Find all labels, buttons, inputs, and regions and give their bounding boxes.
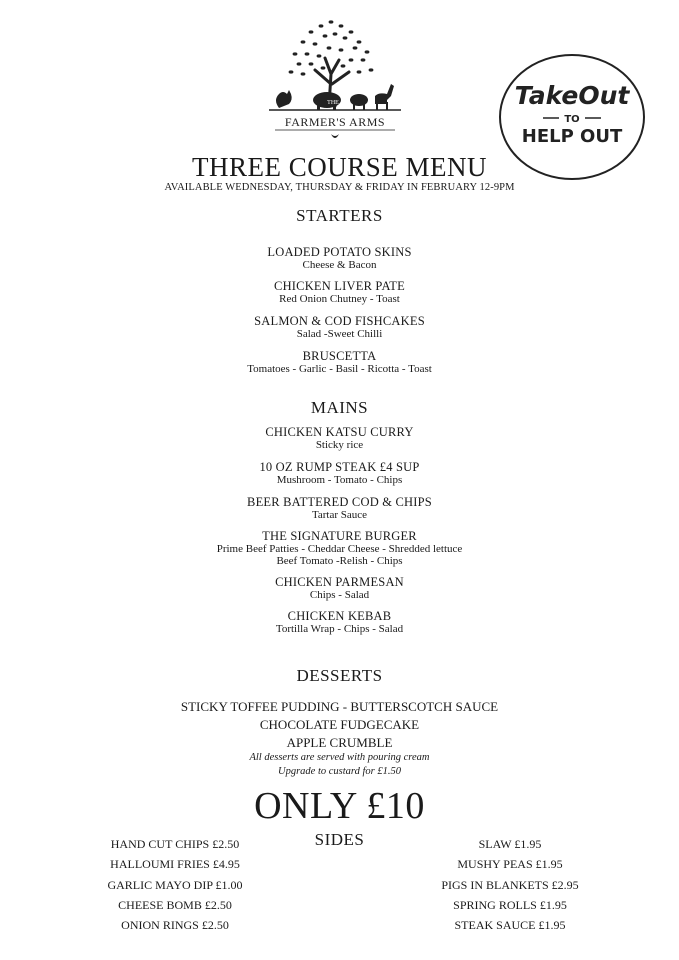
menu-subtitle: AVAILABLE WEDNESDAY, THURSDAY & FRIDAY IN FEBRUARY 12-9PM bbox=[164, 182, 515, 193]
tree-icon bbox=[289, 20, 374, 75]
item-name: CHICKEN KEBAB bbox=[287, 609, 392, 623]
badge-line1: TakeOut bbox=[514, 81, 630, 110]
side-item: SPRING ROLLS £1.95 bbox=[453, 898, 567, 912]
menu-item bbox=[0, 609, 679, 635]
menu-item bbox=[0, 495, 679, 521]
item-name: THE SIGNATURE BURGER bbox=[262, 529, 417, 543]
item-name: CHICKEN PARMESAN bbox=[275, 575, 404, 589]
item-desc: Salad -Sweet Chilli bbox=[296, 328, 383, 340]
item-desc: Prime Beef Patties - Cheddar Cheese - Shredded lettuce bbox=[216, 543, 463, 555]
farmers-arms-logo bbox=[255, 14, 415, 154]
menu-price: ONLY £10 bbox=[254, 785, 425, 827]
logo-name-text: FARMER'S ARMS bbox=[284, 115, 386, 129]
dessert-item: CHOCOLATE FUDGECAKE bbox=[259, 717, 420, 732]
leaf-icon bbox=[331, 134, 339, 138]
side-item: PIGS IN BLANKETS £2.95 bbox=[441, 878, 579, 892]
sides-heading: SIDES bbox=[314, 830, 365, 849]
side-item: GARLIC MAYO DIP £1.00 bbox=[107, 878, 243, 892]
sheep-icon bbox=[350, 94, 368, 106]
item-name: 10 OZ RUMP STEAK £4 SUP bbox=[259, 460, 420, 474]
menu-item bbox=[0, 460, 679, 486]
item-name: BRUSCETTA bbox=[302, 349, 377, 363]
item-desc: Chips - Salad bbox=[309, 589, 370, 601]
logo-the-text: THE bbox=[327, 100, 339, 106]
item-desc: Cheese & Bacon bbox=[302, 259, 377, 271]
item-desc: Tartar Sauce bbox=[311, 509, 368, 521]
side-item: HAND CUT CHIPS £2.50 bbox=[110, 837, 240, 851]
item-name: CHICKEN LIVER PATE bbox=[274, 279, 405, 293]
item-name: LOADED POTATO SKINS bbox=[267, 245, 412, 259]
menu-item bbox=[0, 245, 679, 271]
badge-line2: TO bbox=[564, 114, 580, 125]
menu-item bbox=[0, 349, 679, 375]
menu-item bbox=[0, 279, 679, 305]
item-desc: Tortilla Wrap - Chips - Salad bbox=[275, 623, 404, 635]
side-item: STEAK SAUCE £1.95 bbox=[454, 918, 566, 932]
desserts-heading: DESSERTS bbox=[296, 666, 383, 685]
dessert-upgrade-note: Upgrade to custard for £1.50 bbox=[278, 766, 401, 777]
chicken-icon bbox=[276, 90, 292, 108]
item-name: BEER BATTERED COD & CHIPS bbox=[247, 495, 432, 509]
dessert-item: STICKY TOFFEE PUDDING - BUTTERSCOTCH SAUCE bbox=[180, 699, 499, 714]
side-item: HALLOUMI FRIES £4.95 bbox=[110, 857, 240, 871]
mains-heading: MAINS bbox=[310, 398, 369, 417]
badge-line3: HELP OUT bbox=[521, 126, 623, 147]
side-item: MUSHY PEAS £1.95 bbox=[457, 857, 563, 871]
menu-item bbox=[0, 529, 679, 567]
item-desc: Tomatoes - Garlic - Basil - Ricotta - Toast bbox=[247, 363, 432, 375]
menu-item bbox=[0, 575, 679, 601]
menu-item bbox=[0, 314, 679, 340]
menu-item bbox=[0, 425, 679, 451]
starters-heading: STARTERS bbox=[296, 206, 383, 225]
item-name: CHICKEN KATSU CURRY bbox=[265, 425, 414, 439]
item-desc: Sticky rice bbox=[315, 439, 364, 451]
menu-title: THREE COURSE MENU bbox=[191, 152, 487, 182]
side-item: ONION RINGS £2.50 bbox=[121, 918, 229, 932]
item-desc: Red Onion Chutney - Toast bbox=[279, 293, 400, 305]
dessert-note: All desserts are served with pouring cream bbox=[249, 752, 430, 763]
dessert-item: APPLE CRUMBLE bbox=[286, 735, 393, 750]
side-item: SLAW £1.95 bbox=[478, 837, 542, 851]
side-item: CHEESE BOMB £2.50 bbox=[118, 898, 232, 912]
goat-icon bbox=[375, 84, 394, 104]
item-desc: Mushroom - Tomato - Chips bbox=[276, 474, 403, 486]
item-name: SALMON & COD FISHCAKES bbox=[254, 314, 425, 328]
item-desc: Beef Tomato -Relish - Chips bbox=[276, 555, 403, 567]
